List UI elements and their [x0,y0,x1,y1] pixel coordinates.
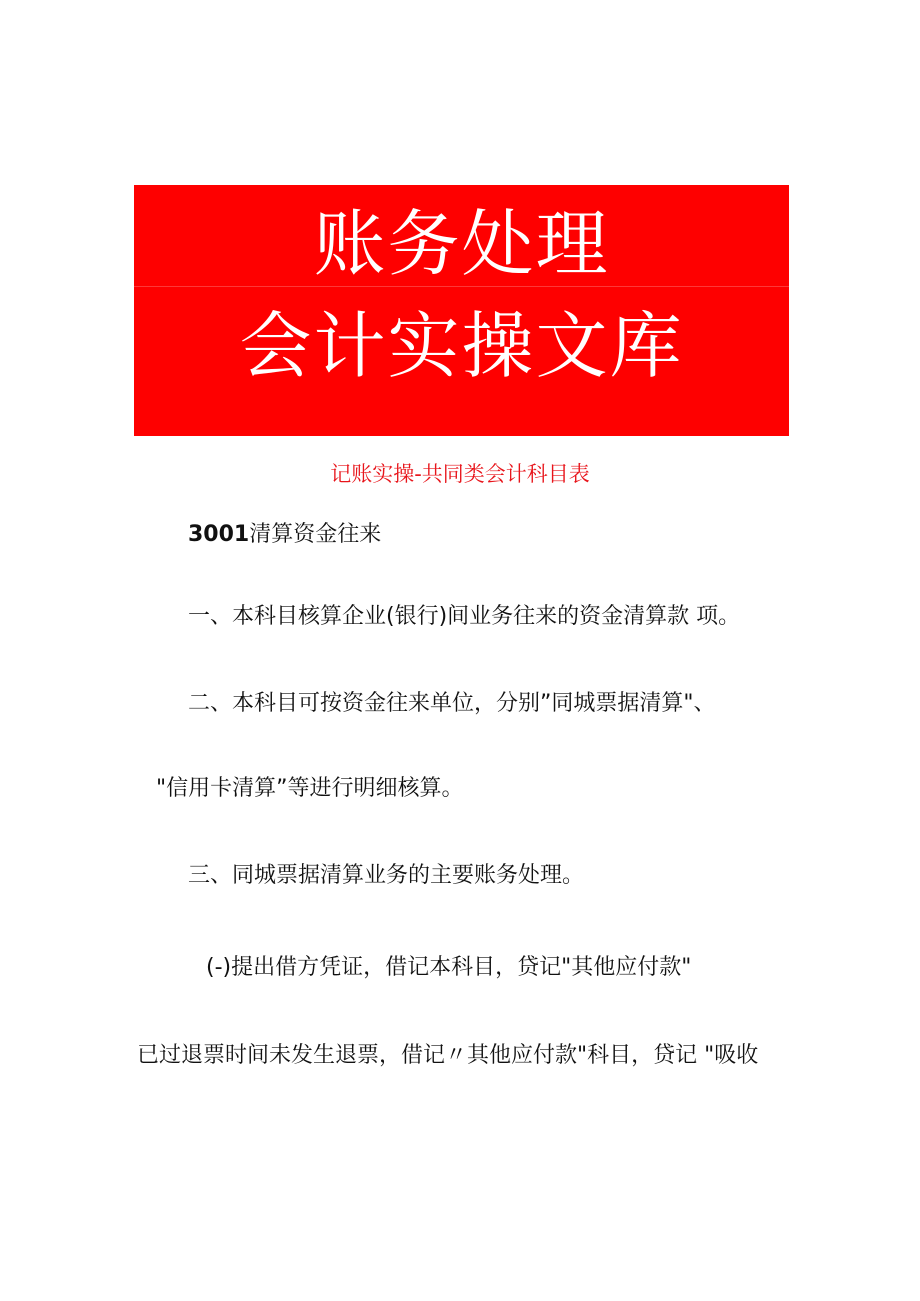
title-banner [134,185,789,436]
paragraph-2-continued: "信用卡清算”等进行明细核算。 [156,776,464,801]
paragraph-2: 二、本科目可按资金往来单位，分别”同城票据清算"、 [188,691,716,716]
paragraph-3: 三、同城票据清算业务的主要账务处理。 [188,863,585,888]
banner-title-line2: 会计实操文库 [239,304,684,388]
banner-divider [134,286,789,287]
account-code: 3001 [188,522,250,547]
paragraph-5: 已过退票时间未发生退票，借记〃其他应付款"科目，贷记 "吸收 [137,1043,759,1068]
document-subtitle: 记账实操-共同类会计科目表 [330,462,590,486]
paragraph-1: 一、本科目核算企业(银行)间业务往来的资金清算款 项。 [188,604,741,629]
account-name: 清算资金往来 [249,522,382,547]
banner-title-line1: 账务处理 [313,202,610,286]
section-heading [188,519,381,551]
paragraph-4: (-)提出借方凭证，借记本科目，贷记"其他应付款" [206,955,692,980]
